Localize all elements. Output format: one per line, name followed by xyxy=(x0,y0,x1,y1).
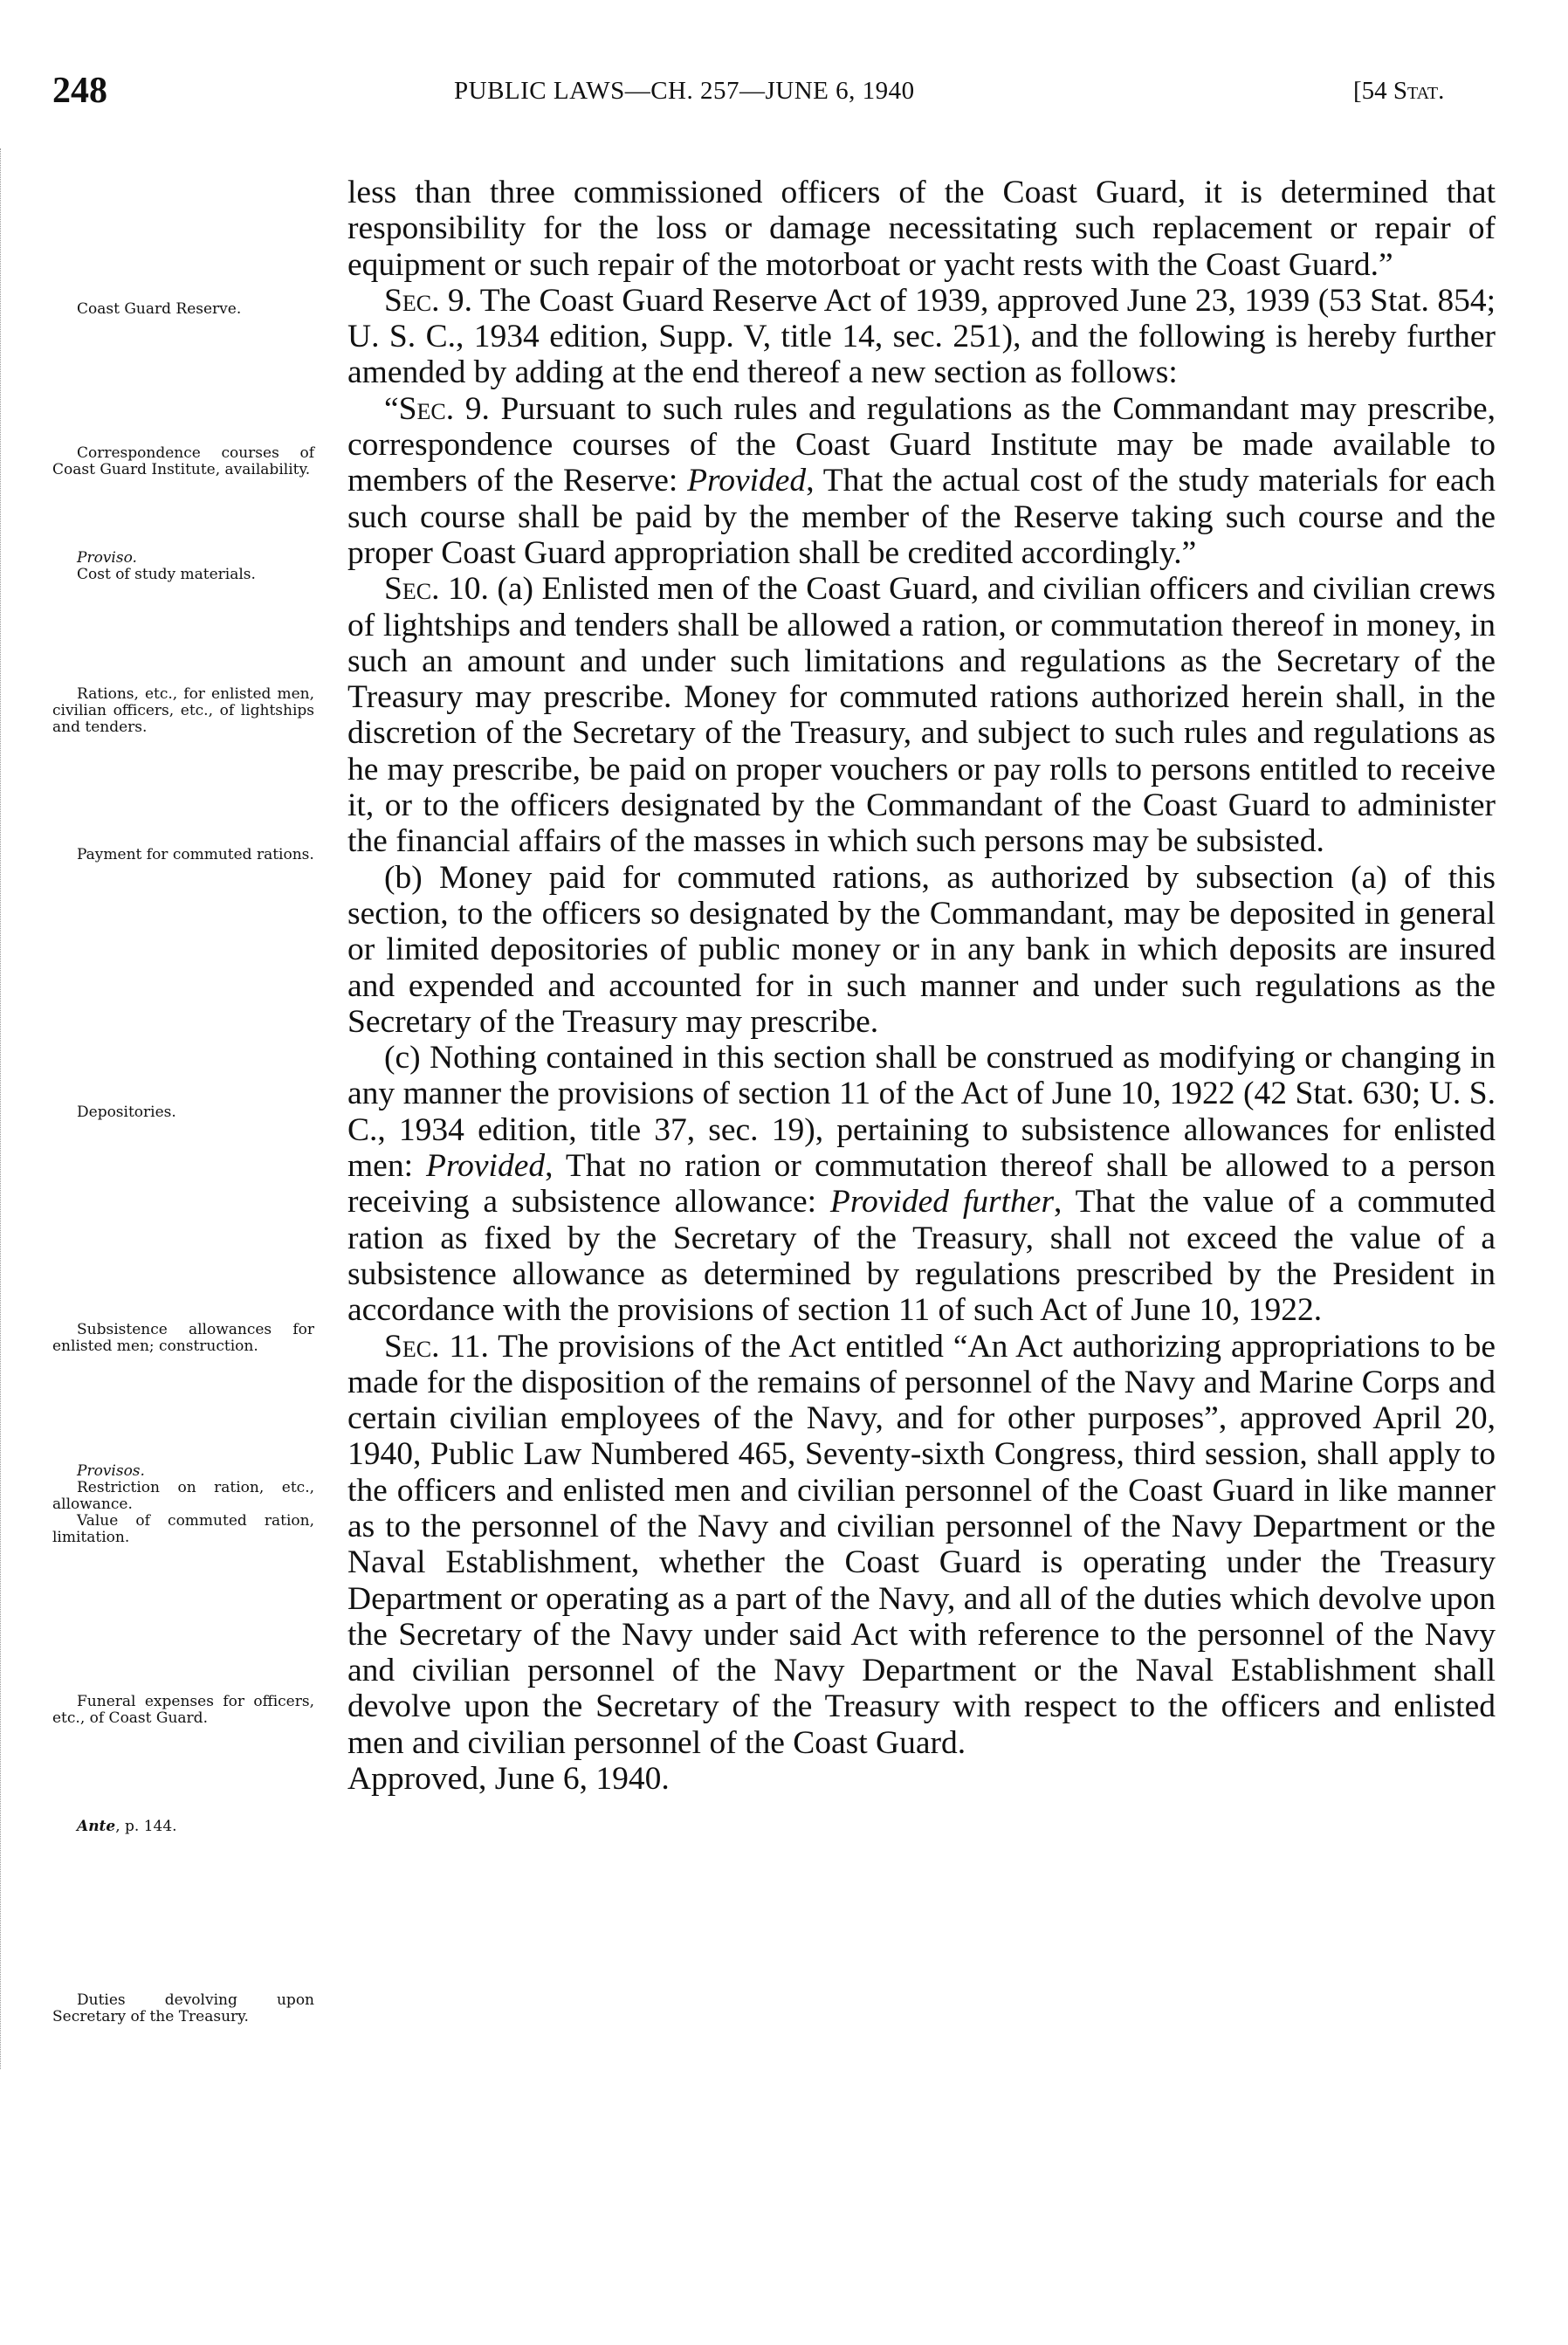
margin-note-text: Payment for commuted rations. xyxy=(77,846,314,863)
section-label: Sec. xyxy=(384,571,440,608)
margin-note-ref xyxy=(52,1819,314,1835)
margin-note-funeral xyxy=(52,1694,314,1727)
margin-note-text: Rations, etc., for enlisted men, civilian officers, etc., of lightships and tenders. xyxy=(52,685,314,736)
margin-note-text: , p. 144. xyxy=(115,1818,177,1835)
margin-note-label: Proviso. xyxy=(77,549,137,567)
margin-note-text: Subsistence allowances for enlisted men; construction. xyxy=(52,1321,314,1355)
section-label: Sec. xyxy=(384,282,440,319)
paragraph-sec-10a xyxy=(347,571,1496,859)
margin-note-subsistence xyxy=(52,1322,314,1355)
scan-edge-artifact xyxy=(0,148,3,2069)
running-head: PUBLIC LAWS—CH. 257—JUNE 6, 1940 xyxy=(454,77,915,105)
margin-note-rations xyxy=(52,686,314,736)
page-number: 248 xyxy=(52,71,107,111)
section-text: 9. The Coast Guard Reserve Act of 1939, approved June 23, 1939 (53 Stat. 854; U. S. C., 1934 edition, Supp. V, title 14, sec. 251), and the following is hereby further amended by adding at the end thereof a new section as follows: xyxy=(347,282,1496,391)
margin-note-depositories xyxy=(52,1104,314,1121)
margin-note-label: Ante xyxy=(77,1818,116,1835)
proviso-term: Provided further xyxy=(829,1184,1055,1221)
paragraph-sec-9 xyxy=(347,283,1496,391)
section-label: Sec. xyxy=(398,390,455,427)
section-text: , That the value of a commuted ration as fixed by the Secretary of the Treasury, shall not exceed the value of a subsistence allowance as determined by regulations prescribed by the President in accordance with the provisions of section 11 of such Act of June 10, 1922. xyxy=(347,1184,1496,1329)
margin-note-text: Coast Guard Reserve. xyxy=(77,300,242,318)
stat-ref-label: Stat. xyxy=(1393,77,1445,105)
paragraph-sec-10c xyxy=(347,1040,1496,1328)
margin-note-text: Duties devolving upon Secretary of the Treasury. xyxy=(52,1991,314,2025)
margin-note-proviso-cost xyxy=(52,550,314,583)
margin-note-text: Value of commuted ration, limitation. xyxy=(52,1512,314,1546)
margin-note-label: Provisos. xyxy=(77,1462,145,1480)
margin-note-ante xyxy=(52,1819,314,1835)
paragraph-quoted-sec-9 xyxy=(347,391,1496,571)
paragraph-continuation: less than three commissioned officers of the Coast Guard, it is determined that responsibility for the loss or damage necessitating such replacement or repair of equipment or such repair of the motorboat or yacht rests with the Coast Guard.” xyxy=(347,175,1496,283)
document-body xyxy=(347,175,1496,1797)
margin-note-provisos-restriction xyxy=(52,1463,314,1546)
margin-note-text: Correspondence courses of Coast Guard Institute, availability. xyxy=(52,444,314,478)
approval-line: Approved, June 6, 1940. xyxy=(347,1761,670,1798)
section-text: 11. The provisions of the Act entitled “An Act authorizing appropriations to be made for the disposition of the remains of personnel of the Navy and Marine Corps and certain civilian employees of the Navy, and for other purposes”, approved April 20, 1940, Public Law Numbered 465, Seventy-sixth Congress, third session, shall apply to the officers and enlisted men and civilian personnel of the Coast Guard in like manner as to the personnel of the Navy and civilian personnel of the Navy Department or the Naval Establishment, whether the Coast Guard is operating under the Treasury Department or operating as a part of the Navy, and all of the duties which devolve upon the Secretary of the Navy under said Act with reference to the personnel of the Navy and civilian personnel of the Navy Department or the Naval Establishment shall devolve upon the Secretary of the Treasury with respect to the officers and enlisted men and civilian personnel of the Coast Guard. xyxy=(347,1328,1496,1761)
section-label: Sec. xyxy=(384,1328,440,1365)
margin-note-duties xyxy=(52,1992,314,2025)
paragraph-sec-11 xyxy=(347,1329,1496,1762)
section-text: , That no ration or commutation thereof shall be allowed to a person receiving a subsistence allowance: xyxy=(347,1148,1496,1221)
margin-note-text: Restriction on ration, etc., allowance. xyxy=(52,1479,314,1513)
quote-mark: “ xyxy=(384,390,399,427)
margin-note-coast-guard-reserve xyxy=(52,301,314,318)
proviso-term: Provided xyxy=(687,463,807,499)
statute-reference xyxy=(1353,77,1444,106)
section-text: 9. Pursuant to such rules and regulations as the Commandant may prescribe, correspondence courses of the Coast Guard Institute may be made available to members of the Reserve: xyxy=(347,390,1496,499)
section-text: 10. (a) Enlisted men of the Coast Guard, and civilian officers and civilian crews of lightships and tenders shall be allowed a ration, or commutation thereof in money, in such an amount and under such limitations and regulations as the Secretary of the Treasury may prescribe. Money for commuted rations authorized herein shall, in the discretion of the Secretary of the Treasury, and subject to such rules and regulations as he may prescribe, be paid on proper vouchers or pay rolls to persons entitled to receive it, or to the officers designated by the Commandant of the Coast Guard to administer the financial affairs of the masses in which such persons may be subsisted. xyxy=(347,571,1496,860)
margin-note-text: Depositories. xyxy=(77,1104,176,1121)
margin-note-text: Funeral expenses for officers, etc., of Coast Guard. xyxy=(52,1693,314,1727)
section-text: (c) Nothing contained in this section shall be construed as modifying or changing in any manner the provisions of section 11 of the Act of June 10, 1922 (42 Stat. 630; U. S. C., 1934 edition, title 37, sec. 19), pertaining to subsistence allowances for enlisted men: xyxy=(347,1040,1496,1185)
page-header xyxy=(52,70,1502,113)
paragraph-sec-10b: (b) Money paid for commuted rations, as authorized by subsection (a) of this section, to the officers so designated by the Commandant, may be deposited in general or limited depositories of public money or in any bank in which deposits are insured and expended and accounted for in such manner and under such regulations as the Secretary of the Treasury may prescribe. xyxy=(347,859,1496,1040)
margin-note-text: Cost of study materials. xyxy=(77,566,256,583)
proviso-term: Provided xyxy=(426,1148,546,1185)
stat-ref-prefix: [54 xyxy=(1353,77,1393,105)
margin-note-payment xyxy=(52,847,314,863)
section-text: , That the actual cost of the study materials for each such course shall be paid by the member of the Reserve taking such course and the proper Coast Guard appropriation shall be credited accordingly.” xyxy=(347,463,1496,571)
margin-note-correspondence-courses xyxy=(52,445,314,478)
